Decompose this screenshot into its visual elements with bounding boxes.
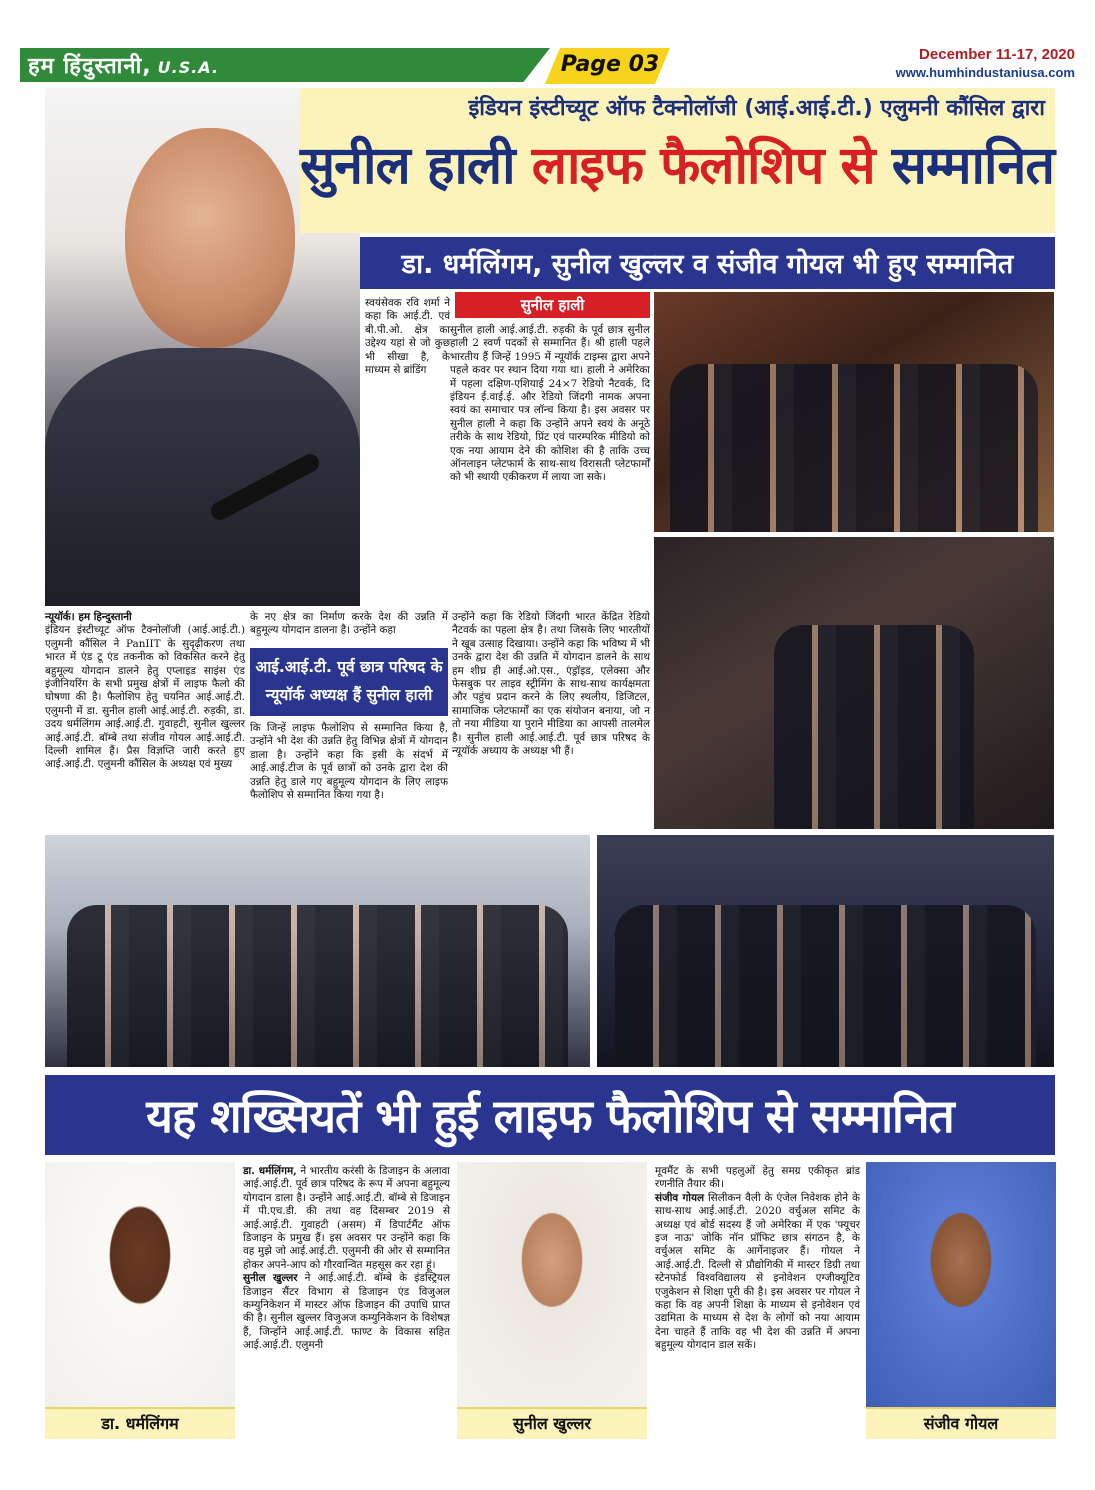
bottom-column-2: मूवमैंट के सभी पहलुओं हेतु समग्र एकीकृत ब्रांड रणनीति तैयार की। संजीव गोयल सिलीकन वैली के एंजेल निवेशक होने के साथ-साथ आई.आई.टी. 2020 वर्चुअल समिट के अध्यक्ष एवं बोर्ड सदस्य हैं जो अमेरिका में एक 'फ्यूचर इज नाऊ' जोकि नॉन प्रॉफिट छात्र संगठन है, के वर्चुअल समिट के आर्गेनाइजर हैं। गोयल ने आई.आई.टी. दिल्ली से प्रौद्योगिकी में मास्टर डिग्री तथा स्टेनफोर्ड विश्वविद्यालय से इनोवेशन एग्जीक्यूटिव एजुकेशन से शिक्षा पूरी की है। इस अवसर पर गोयल ने कहा कि वह अपनी शिक्षा के माध्यम से इनोवेशन एवं उद्यमिता के माध्यम से देश के लोगों को नया आयाम देना चाहते हैं ताकि वह भी देश की उन्नति में अपना बहुमूल्य योगदान डाल सकें। (655, 1165, 860, 1352)
article-left-text: इंडियन इंस्टीच्यूट ऑफ टैक्नोलॉजी (आई.आई.टी.) एलुमनी कौंसिल ने PanIIT के सुदृढ़ीकरण तथा भारत में एंड टू एंड तकनीक को विकसित करने हेतु बहुमूल्य योगदान डालने हेतु एप्लाइड साइंस एंड इंजीनियरिंग के सभी प्रमुख क्षेत्रों में लाइफ फैलो की घोषणा की है। फैलोशिप हेतु चयनित आई.आई.टी. एलुमनी में डा. सुनील हाली आई.आई.टी. रुड़की, डा. उदय धर्मलिंगम आई.आई.टी. गुवाहटी, सुनील खुल्लर आई.आई.टी. बॉम्बे तथा संजीव गोयल आई.आई.टी. दिल्ली शामिल हैं। प्रैस विज्ञप्ति जारी करते हुए आई.आई.टी. एलुमनी कौंसिल के अध्यक्ष एवं मुख्य (45, 624, 245, 771)
portrait-sanjeev-goyal (866, 1162, 1056, 1407)
section-tag: सुनील हाली (520, 296, 585, 314)
headline-kicker: इंडियन इंस्टीच्यूट ऑफ टैक्नोलॉजी (आई.आई.टी.) एलुमनी कौंसिल द्वारा (468, 96, 1045, 121)
issue-date: December 11-17, 2020 (919, 46, 1075, 63)
masthead-title: हम हिंदुस्तानी, U.S.A. (28, 54, 220, 79)
event-photo-consulate (45, 835, 590, 1067)
second-banner: यह शख्सियतें भी हुई लाइफ फैलोशिप से सम्मानित (146, 1089, 954, 1143)
pull-quote: आई.आई.टी. पूर्व छात्र परिषद के न्यूयॉर्क अध्यक्ष हैं सुनील हाली (255, 658, 443, 704)
caption-sunil-khullar: सुनील खुल्लर (513, 1414, 591, 1433)
article-left-column (45, 611, 245, 772)
article-mid-bottom: कि जिन्हें लाइफ फैलोशिप से सम्मानित किया है, उन्होंने भी देश की उन्नति हेतु विभिन्न क्षेत्रों में योगदान डाला है। उन्होंने कहा कि इसी के संदर्भ में आई.आई.टीज के पूर्व छात्रों को उनके द्वारा देश की उन्नति हेतु डाले गए बहुमूल्य योगदान के लिए लाइफ फैलोशिप से सम्मानित किया गया है। (250, 722, 448, 802)
portrait-dharmalingam (45, 1162, 235, 1407)
article-dateline: न्यूयॉर्क। हम हिन्दुस्तानी (45, 611, 132, 623)
portrait-sunil-khullar (457, 1162, 647, 1407)
article-mid-top: के नए क्षेत्र का निर्माण करके देश की उन्नति में बहुमूल्य योगदान डालना है। उन्होंने कहा (250, 611, 448, 637)
subheadline: डा. धर्मलिंगम, सुनील खुल्लर व संजीव गोयल भी हुए सम्मानित (401, 249, 1014, 280)
page-number: Page 03 (560, 52, 660, 77)
event-photo-group (654, 292, 1054, 532)
bottom-column-1: डा. धर्मलिंगम, ने भारतीय करंसी के डिजाइन के अलावा आई.आई.टी. पूर्व छात्र परिषद के रूप में अपना बहुमूल्य योगदान डाला है। उन्होंने आई.आई.टी. बॉम्बे से डिजाइन में पी.एच.डी. की तथा वह दिसम्बर 2019 से आई.आई.टी. गुवाहटी (असम) में डिपार्टमैंट ऑफ डिजाइन के प्रमुख हैं। इस अवसर पर उन्होंने कहा कि वह मुझे जो आई.आई.टी. एलुमनी की ओर से सम्मानित होकर अपने-आप को गौरवान्वित महसूस कर रहा हूं। सुनील खुल्लर ने आई.आई.टी. बॉम्बे के इंडस्ट्रियल डिजाइन सैंटर विभाग से डिजाइन एंड विजुअल कम्युनिकेशन में मास्टर ऑफ डिजाइन की उपाधि प्राप्त की है। सुनील खुल्लर विजुअज कम्युनिकेशन के विशेषज्ञ हैं, जिन्होंने आई.आई.टी. फाण्ट के विकास सहित आई.आई.टी. एलुमनी (243, 1165, 450, 1352)
event-photo-stage (597, 835, 1054, 1067)
article-side-column: स्वयंसेवक रवि शर्मा ने कहा कि आई.टी. एवं बी.पी.ओ. क्षेत्र का उद्देश्य यहां से जो कुछ भी सीखा है, के माध्यम से ब्रांडिंग (365, 297, 450, 377)
website-url[interactable]: www.humhindustaniusa.com (895, 65, 1075, 80)
name-dharmalingam: डा. धर्मलिंगम, (243, 1165, 297, 1177)
event-photo-speaker (654, 537, 1054, 829)
caption-sanjeev-goyal: संजीव गोयल (923, 1414, 999, 1433)
article-tag-column: सुनील हाली आई.आई.टी. रुड़की के पूर्व छात्र सुनील हाली 2 स्वर्ण पदकों से सम्मानित हैं। श्री हाली पहले भारतीय हैं जिन्हें 1995 में न्यूयॉर्क टाइम्स द्वारा अपने पहले कवर पर स्थान दिया गया था। हाली ने अमेरिका में पहला दक्षिण-एशियाई 24×7 रेडियो नैटवर्क, दि इंडियन ई.वाई.ई. और रेडियो जिंदगी नामक अपना स्वयं का समाचार पत्र लॉन्च किया है। इस अवसर पर सुनील हाली ने कहा कि उन्होंने अपने स्वयं के अनूठे तरीके के साथ रेडियो, प्रिंट एवं पारम्परिक मीडियो को एक नया आयाम देने की कोशिश की है ताकि उच्च ऑनलाइन प्लेटफार्म के साथ-साथ विरासती प्लेटफार्मों को भी स्थायी एकीकरण में लाया जा सके। (450, 324, 650, 484)
article-right-column: उन्होंने कहा कि रेडियो जिंदगी भारत केंद्रित रेडियो नैटवर्क का पहला क्षेत्र है। तथा जिसके लिए भारतीयों ने खूब उत्साह दिखाया। उन्होंने कहा कि भविष्य में भी उनके द्वारा देश की उन्नति में योगदान डालने के साथ हम शीघ्र ही आई.ओ.एस., एंड्रॉइड, एलेक्सा और फेसबुक पर लाइव स्ट्रीमिंग के साथ-साथ कार्यक्षमता और पहुंच प्रदान करने के लिए स्थलीय, डिजिटल, सामाजिक प्लेटफार्मों का एक संयोजन बनाया, जो न तो नया मीडिया या पुराने मीडिया का आपसी तालमेल है। सुनील हाली आई.आई.टी. पूर्व छात्र परिषद के न्यूयॉर्क अध्याय के अध्यक्ष भी हैं। (452, 611, 650, 758)
name-sanjeev-goyal: संजीव गोयल (655, 1191, 705, 1204)
masthead-country: U.S.A. (157, 58, 220, 77)
caption-dharmalingam: डा. धर्मलिंगम (101, 1414, 179, 1433)
main-headline: सुनील हाली लाइफ फैलोशिप से सम्मानित (300, 136, 1054, 196)
name-sunil-khullar: सुनील खुल्लर (243, 1272, 298, 1285)
